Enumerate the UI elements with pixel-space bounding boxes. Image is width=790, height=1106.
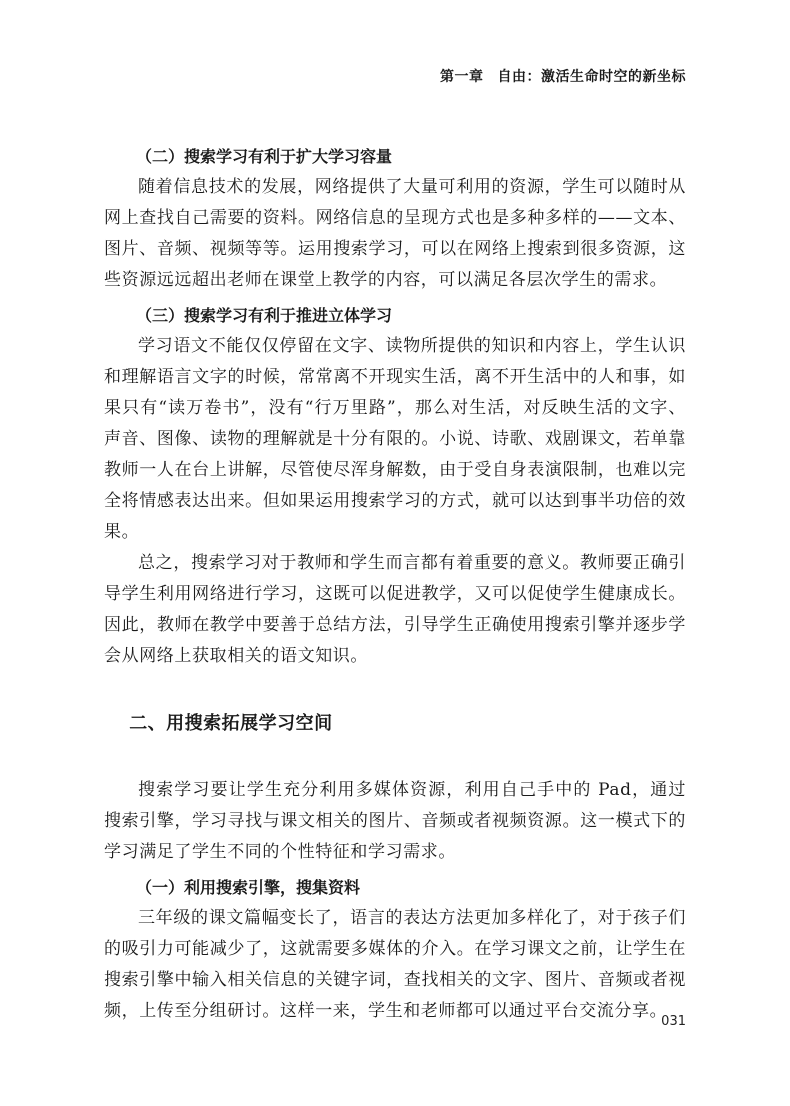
subheading-stereo-learning: （三）搜索学习有利于推进立体学习	[136, 306, 393, 325]
paragraph-expand-capacity: 随着信息技术的发展，网络提供了大量可利用的资源，学生可以随时从网上查找自己需要的资料。网络信息的呈现方式也是多种多样的——文本、图片、音频、视频等等。运用搜索学习，可以在网络上搜索到很多资源，这些资源远远超出老师在课堂上教学的内容，可以满足各层次学生的需求。	[104, 177, 686, 290]
chapter-title: 自由：激活生命时空的新坐标	[497, 69, 686, 85]
page-body	[104, 141, 686, 1027]
running-header	[440, 66, 686, 86]
paragraph-conclusion: 总之，搜索学习对于教师和学生而言都有着重要的意义。教师要正确引导学生利用网络进行学习，这既可以促进教学，又可以促使学生健康成长。因此，教师在教学中要善于总结方法，引导学生正确使用搜索引擎并逐步学会从网络上获取相关的语文知识。	[104, 553, 686, 666]
section-heading-search-space: 二、用搜索拓展学习空间	[129, 713, 333, 734]
subheading-search-engine: （一）利用搜索引擎，搜集资料	[136, 878, 361, 897]
page-number: 031	[661, 1014, 686, 1029]
subheading-expand-capacity: （二）搜索学习有利于扩大学习容量	[136, 147, 393, 166]
paragraph-search-engine: 三年级的课文篇幅变长了，语言的表达方法更加多样化了，对于孩子们的吸引力可能减少了，这就需要多媒体的介入。在学习课文之前，让学生在搜索引擎中输入相关信息的关键字词，查找相关的文字、图片、音频或者视频，上传至分组研讨。这样一来，学生和老师都可以通过平台交流分享。	[104, 908, 686, 1021]
chapter-number: 第一章	[440, 69, 484, 85]
paragraph-multimedia: 搜索学习要让学生充分利用多媒体资源，利用自己手中的 Pad，通过搜索引擎，学习寻找与课文相关的图片、音频或者视频资源。这一模式下的学习满足了学生不同的个性特征和学习需求。	[104, 780, 686, 862]
paragraph-stereo-learning: 学习语文不能仅仅停留在文字、读物所提供的知识和内容上，学生认识和理解语言文字的时候，常常离不开现实生活，离不开生活中的人和事，如果只有“读万卷书”，没有“行万里路”，那么对生活，对反映生活的文字、声音、图像、读物的理解就是十分有限的。小说、诗歌、戏剧课文，若单靠教师一人在台上讲解，尽管使尽浑身解数，由于受自身表演限制，也难以完全将情感表达出来。但如果运用搜索学习的方式，就可以达到事半功倍的效果。	[104, 336, 686, 542]
